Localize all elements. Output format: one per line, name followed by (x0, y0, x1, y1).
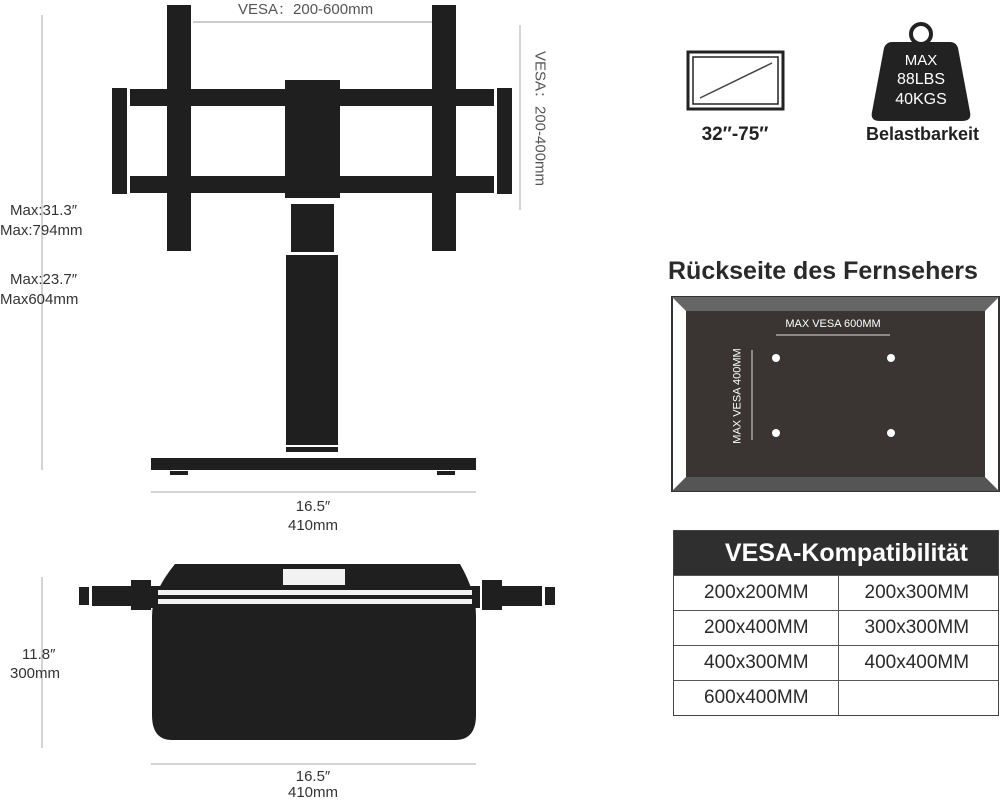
screen-size-icon (688, 52, 783, 109)
top-width-inch: 16.5″ (295, 768, 331, 785)
weight-line-1: MAX (904, 52, 938, 69)
front-view-stand (112, 5, 512, 475)
upper-column (291, 204, 334, 252)
vesa-vertical-label: VESA：200-400mm (531, 50, 549, 187)
vesa-hole (772, 354, 780, 362)
depth-inch: 11.8″ (22, 646, 56, 663)
base-width-mm: 410mm (287, 517, 339, 534)
height-max-inch: Max:31.3″ (10, 202, 78, 219)
table-cell: 300x300MM (838, 611, 999, 645)
table-cell: 400x300MM (704, 652, 809, 673)
height-min-mm: Max604mm (0, 291, 79, 308)
table-cell: 400x400MM (838, 646, 999, 680)
weight-line-3: 40KGS (895, 91, 947, 108)
vesa-hole (887, 429, 895, 437)
table-header: VESA-Kompatibilität (674, 531, 998, 575)
table-row (674, 680, 998, 715)
depth-mm: 300mm (10, 665, 61, 682)
lower-column (286, 255, 338, 445)
top-view-stand (79, 564, 555, 740)
table-row (674, 575, 998, 610)
height-min-inch: Max:23.7″ (10, 271, 78, 288)
base-plate (151, 458, 476, 470)
vesa-compatibility-table (673, 530, 999, 716)
max-vesa-width-label: MAX VESA 600MM (785, 318, 881, 330)
height-max-mm: Max:794mm (0, 222, 83, 239)
max-vesa-height-label: MAX VESA 400MM (731, 348, 744, 444)
base-width-inch: 16.5″ (295, 498, 331, 515)
weight-line-2: 88LBS (896, 71, 946, 88)
left-vesa-arm (167, 5, 191, 251)
top-width-mm: 410mm (287, 784, 339, 801)
vesa-hole (887, 354, 895, 362)
table-cell: 200x200MM (704, 582, 809, 603)
weight-caption: Belastbarkeit (865, 124, 980, 144)
table-cell: 200x300MM (838, 576, 999, 610)
vesa-hole (772, 429, 780, 437)
center-mount (285, 80, 340, 198)
table-cell (838, 681, 999, 715)
vesa-horizontal-label: VESA：200-600mm (238, 1, 374, 18)
table-cell: 200x400MM (704, 617, 809, 638)
screen-size-label: 32″-75″ (701, 124, 769, 145)
table-cell: 600x400MM (704, 687, 809, 708)
table-row (674, 645, 998, 680)
tv-back-title: Rückseite des Fernsehers (668, 257, 978, 285)
table-row (674, 610, 998, 645)
right-vesa-arm (432, 5, 456, 251)
